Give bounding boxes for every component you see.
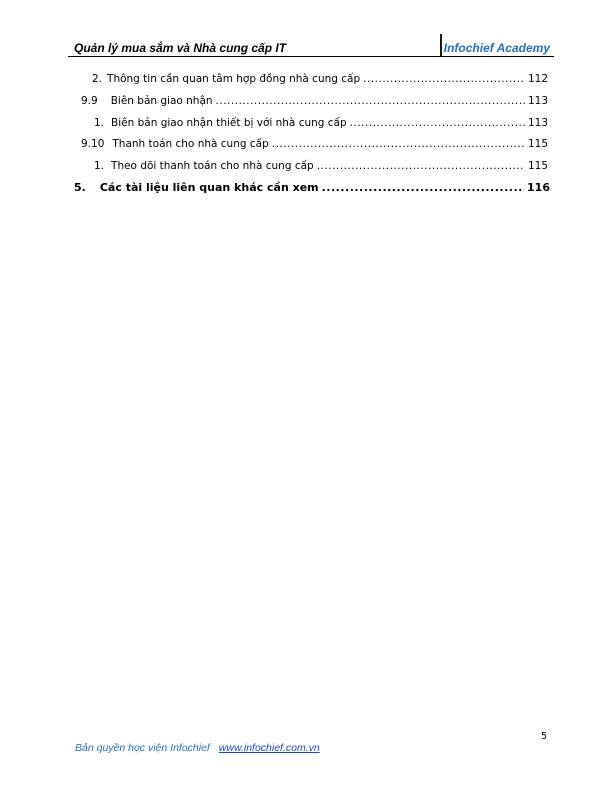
- toc-leader: [322, 181, 524, 194]
- toc-leader: [363, 73, 525, 85]
- toc-entry-label: Thanh toán cho nhà cung cấp: [112, 138, 269, 150]
- toc-entry-number: 2.: [92, 73, 103, 85]
- toc-entry[interactable]: [81, 138, 548, 150]
- toc-entry-number: 9.10: [81, 138, 105, 150]
- toc-entry-number: 9.9: [81, 95, 98, 107]
- toc-entry-label: Thông tin cần quan tâm hợp đồng nhà cung cấp: [107, 73, 361, 85]
- toc-entry-label: Các tài liệu liên quan khác cần xem: [99, 181, 319, 194]
- toc-entry[interactable]: [92, 73, 548, 85]
- page-number: 5: [541, 731, 548, 742]
- toc-entry[interactable]: [94, 160, 548, 172]
- toc-leader: [317, 160, 525, 172]
- toc-entry-page: 113: [527, 117, 548, 129]
- header-divider: [440, 34, 442, 56]
- toc-entry-label: Biên bản giao nhận: [110, 95, 213, 107]
- toc-entry-page: 115: [527, 138, 548, 150]
- toc-entry[interactable]: [81, 95, 548, 107]
- toc-entry-label: Theo dõi thanh toán cho nhà cung cấp: [111, 160, 314, 172]
- header-rule: [68, 56, 554, 57]
- toc-entry[interactable]: [74, 181, 550, 194]
- page-footer: [75, 742, 320, 754]
- toc-entry-number: 5.: [74, 181, 86, 194]
- toc-entry-number: 1.: [94, 117, 105, 129]
- toc-leader: [216, 95, 525, 107]
- toc-entry-page: 112: [527, 73, 548, 85]
- toc-entry[interactable]: [94, 117, 548, 129]
- toc-entry-page: 115: [527, 160, 548, 172]
- header-brand: Infochief Academy: [443, 41, 550, 55]
- toc-entry-label: Biên bản giao nhận thiết bị với nhà cung cấp: [111, 117, 347, 129]
- toc-leader: [272, 138, 525, 150]
- page-header: [68, 34, 554, 58]
- footer-copyright: Bản quyền học viện Infochief: [75, 742, 210, 754]
- document-title: Quản lý mua sắm và Nhà cung cấp IT: [74, 41, 287, 55]
- toc-entry-number: 1.: [94, 160, 105, 172]
- footer-website-link[interactable]: www.infochief.com.vn: [218, 742, 320, 754]
- toc-entry-page: 116: [527, 181, 550, 194]
- toc-entry-page: 113: [527, 95, 548, 107]
- toc-leader: [350, 117, 525, 129]
